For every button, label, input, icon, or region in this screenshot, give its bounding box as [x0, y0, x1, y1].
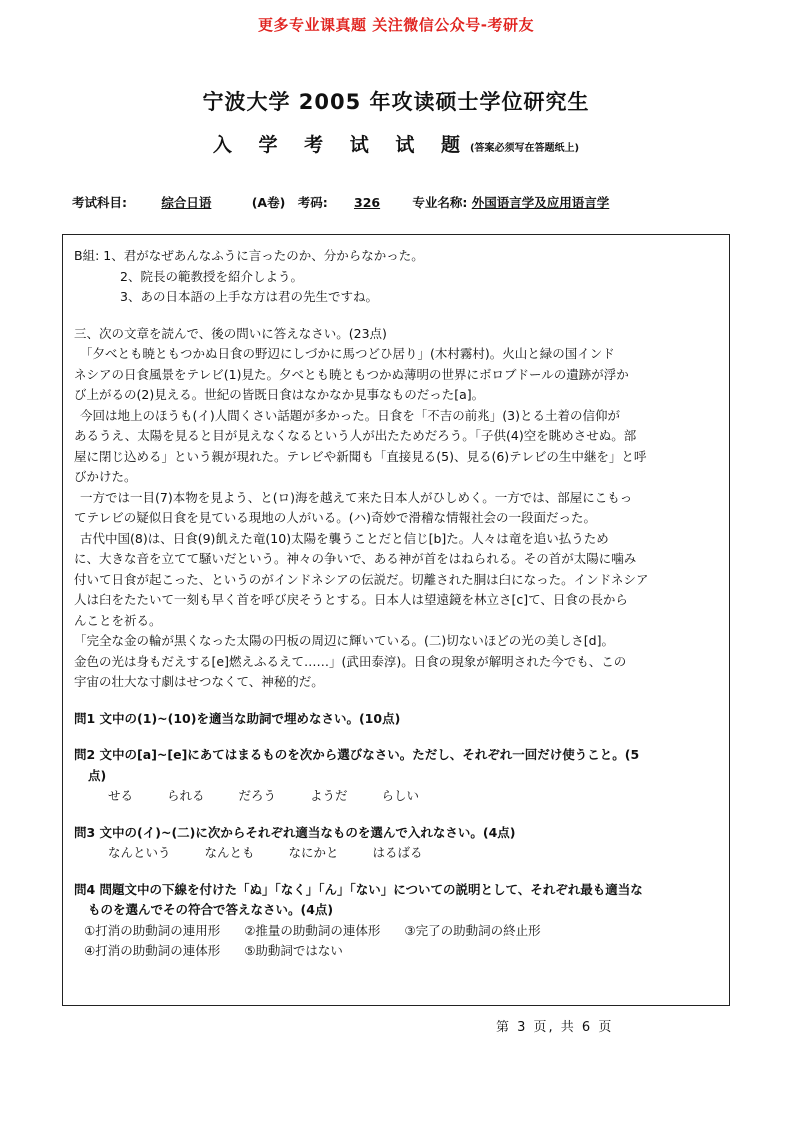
section-heading: 三、次の文章を読んで、後の問いに答えなさい。(23点)	[74, 325, 387, 341]
text-line: 今回は地上のほうも(イ)人間くさい話題が多かった。日食を「不吉の前兆」(3)とる土着の信仰が	[80, 407, 620, 423]
q4-choice: ⑤助動詞ではない	[244, 943, 343, 958]
text-line: 金色の光は身もだえする[e]燃えふるえて……」(武田泰淳)。日食の現象が解明された今でも、この	[74, 653, 627, 669]
paper-type: (A卷)	[251, 195, 286, 210]
question-3: 問3 文中の(イ)~(二)に次からそれぞれ適当なものを選んで入れなさい。(4点)	[74, 824, 516, 840]
q3-options	[74, 843, 722, 864]
text-line: に、大きな音を立てて騒いだという。神々の争いで、ある神が首をはねられる。その首が太陽に噛み	[74, 551, 637, 566]
text-line: 人は臼をたたいて一刻も早く首を呼び戻そうとする。日本人は望遠鏡を林立さ[c]て、日食の長から	[74, 592, 628, 607]
text-line: んことを祈る。	[74, 612, 162, 628]
exam-title: 宁波大学 2005 年攻读硕士学位研究生	[202, 90, 590, 114]
question-2-cont: 点)	[88, 767, 107, 783]
text-line: ネシアの日食風景をテレビ(1)見た。夕べとも暁ともつかぬ薄明の世界にボロブドールの遺跡が浮か	[74, 366, 629, 382]
text-line: 2、院長の範教授を紹介しよう。	[120, 268, 303, 284]
question-4: 問4 問題文中の下線を付けた「ぬ」「なく」「ん」「ない」についての説明として、それぞれ最も適当な	[74, 881, 643, 897]
q3-option: なんという	[108, 845, 171, 860]
code-label: 考码:	[297, 195, 328, 210]
subject-label: 考试科目:	[72, 195, 127, 210]
question-1: 問1 文中の(1)~(10)を適当な助詞で埋めなさい。(10点)	[74, 710, 401, 726]
subject-value: 综合日语	[161, 195, 212, 210]
subtitle-main: 入 学 考 试 试 题	[212, 134, 470, 156]
text-line: あるうえ、太陽を見ると目が見えなくなるという人が出たためだろう。「子供(4)空を眺めさせぬ。部	[74, 428, 637, 443]
major-label: 专业名称:	[412, 195, 468, 210]
exam-info-row	[72, 193, 732, 211]
text-line: 「夕べとも暁ともつかぬ日食の野辺にしづかに馬つどひ居り」(木村霧村)。火山と緑の国インド	[80, 346, 615, 361]
q2-option: らしい	[381, 788, 420, 803]
text-line: び上がるの(2)見える。世紀の皆既日食はなかなか見事なものだった[a]。	[74, 387, 485, 402]
major-value: 外国语言学及应用语言学	[471, 195, 610, 210]
q4-choice: ④打消の助動詞の連体形	[84, 943, 221, 958]
q4-choice: ①打消の助動詞の連用形	[84, 922, 221, 938]
code-value: 326	[354, 195, 381, 210]
text-line: B組: 1、君がなぜあんなふうに言ったのか、分からなかった。	[74, 248, 424, 263]
text-line: 屋に閉じ込める」という親が現れた。テレビや新聞も「直接見る(5)、見る(6)テレビの生中継を」と呼	[74, 448, 647, 464]
q4-choices-row-1	[74, 921, 722, 942]
subtitle-note: (答案必须写在答题纸上)	[469, 143, 580, 154]
promo-banner: 更多专业课真题 关注微信公众号-考研友	[258, 16, 534, 34]
text-line: 古代中国(8)は、日食(9)飢えた竜(10)太陽を襲うことだと信じ[b]た。人々は竜を追い払うため	[80, 530, 609, 546]
text-line: 一方では一目(7)本物を見よう、と(ロ)海を越えて来た日本人がひしめく。一方では、部屋にこもっ	[80, 489, 633, 505]
q3-option: はるばる	[372, 845, 423, 860]
page-number: 第 3 页, 共 6 页	[496, 1020, 614, 1035]
text-line: 「完全な金の輪が黒くなった太陽の円板の周辺に輝いている。(二)切ないほどの光の美しさ[d]。	[74, 633, 614, 648]
q2-option: ようだ	[310, 788, 348, 803]
q4-choice: ②推量の助動詞の連体形	[244, 922, 381, 938]
text-line: 3、あの日本語の上手な方は君の先生ですね。	[120, 289, 378, 304]
q2-option: だろう	[238, 788, 277, 803]
q3-option: なにかと	[288, 845, 339, 860]
q4-choices-row-2	[74, 941, 722, 962]
exam-content	[74, 246, 722, 962]
q2-options	[74, 786, 722, 807]
q3-option: なんとも	[204, 845, 255, 860]
question-4-cont: ものを選んでその符合で答えなさい。(4点)	[88, 902, 334, 917]
exam-subtitle	[0, 130, 792, 157]
q2-option: られる	[167, 788, 205, 803]
text-line: 付いて日食が起こった、というのがインドネシアの伝説だ。切離された胴は臼になった。インドネシア	[74, 571, 649, 587]
text-line: てテレビの疑似日食を見ている現地の人がいる。(ハ)奇妙で滑稽な情報社会の一段面だった。	[74, 510, 597, 525]
text-line: びかけた。	[74, 469, 137, 484]
q2-option: せる	[108, 788, 134, 803]
q4-choice: ③完了の助動詞の終止形	[404, 922, 541, 938]
question-2: 問2 文中の[a]~[e]にあてはまるものを次から選びなさい。ただし、それぞれ一回だけ使うこと。(5	[74, 747, 640, 762]
text-line: 宇宙の壮大な寸劇はせつなくて、神秘的だ。	[74, 674, 324, 689]
